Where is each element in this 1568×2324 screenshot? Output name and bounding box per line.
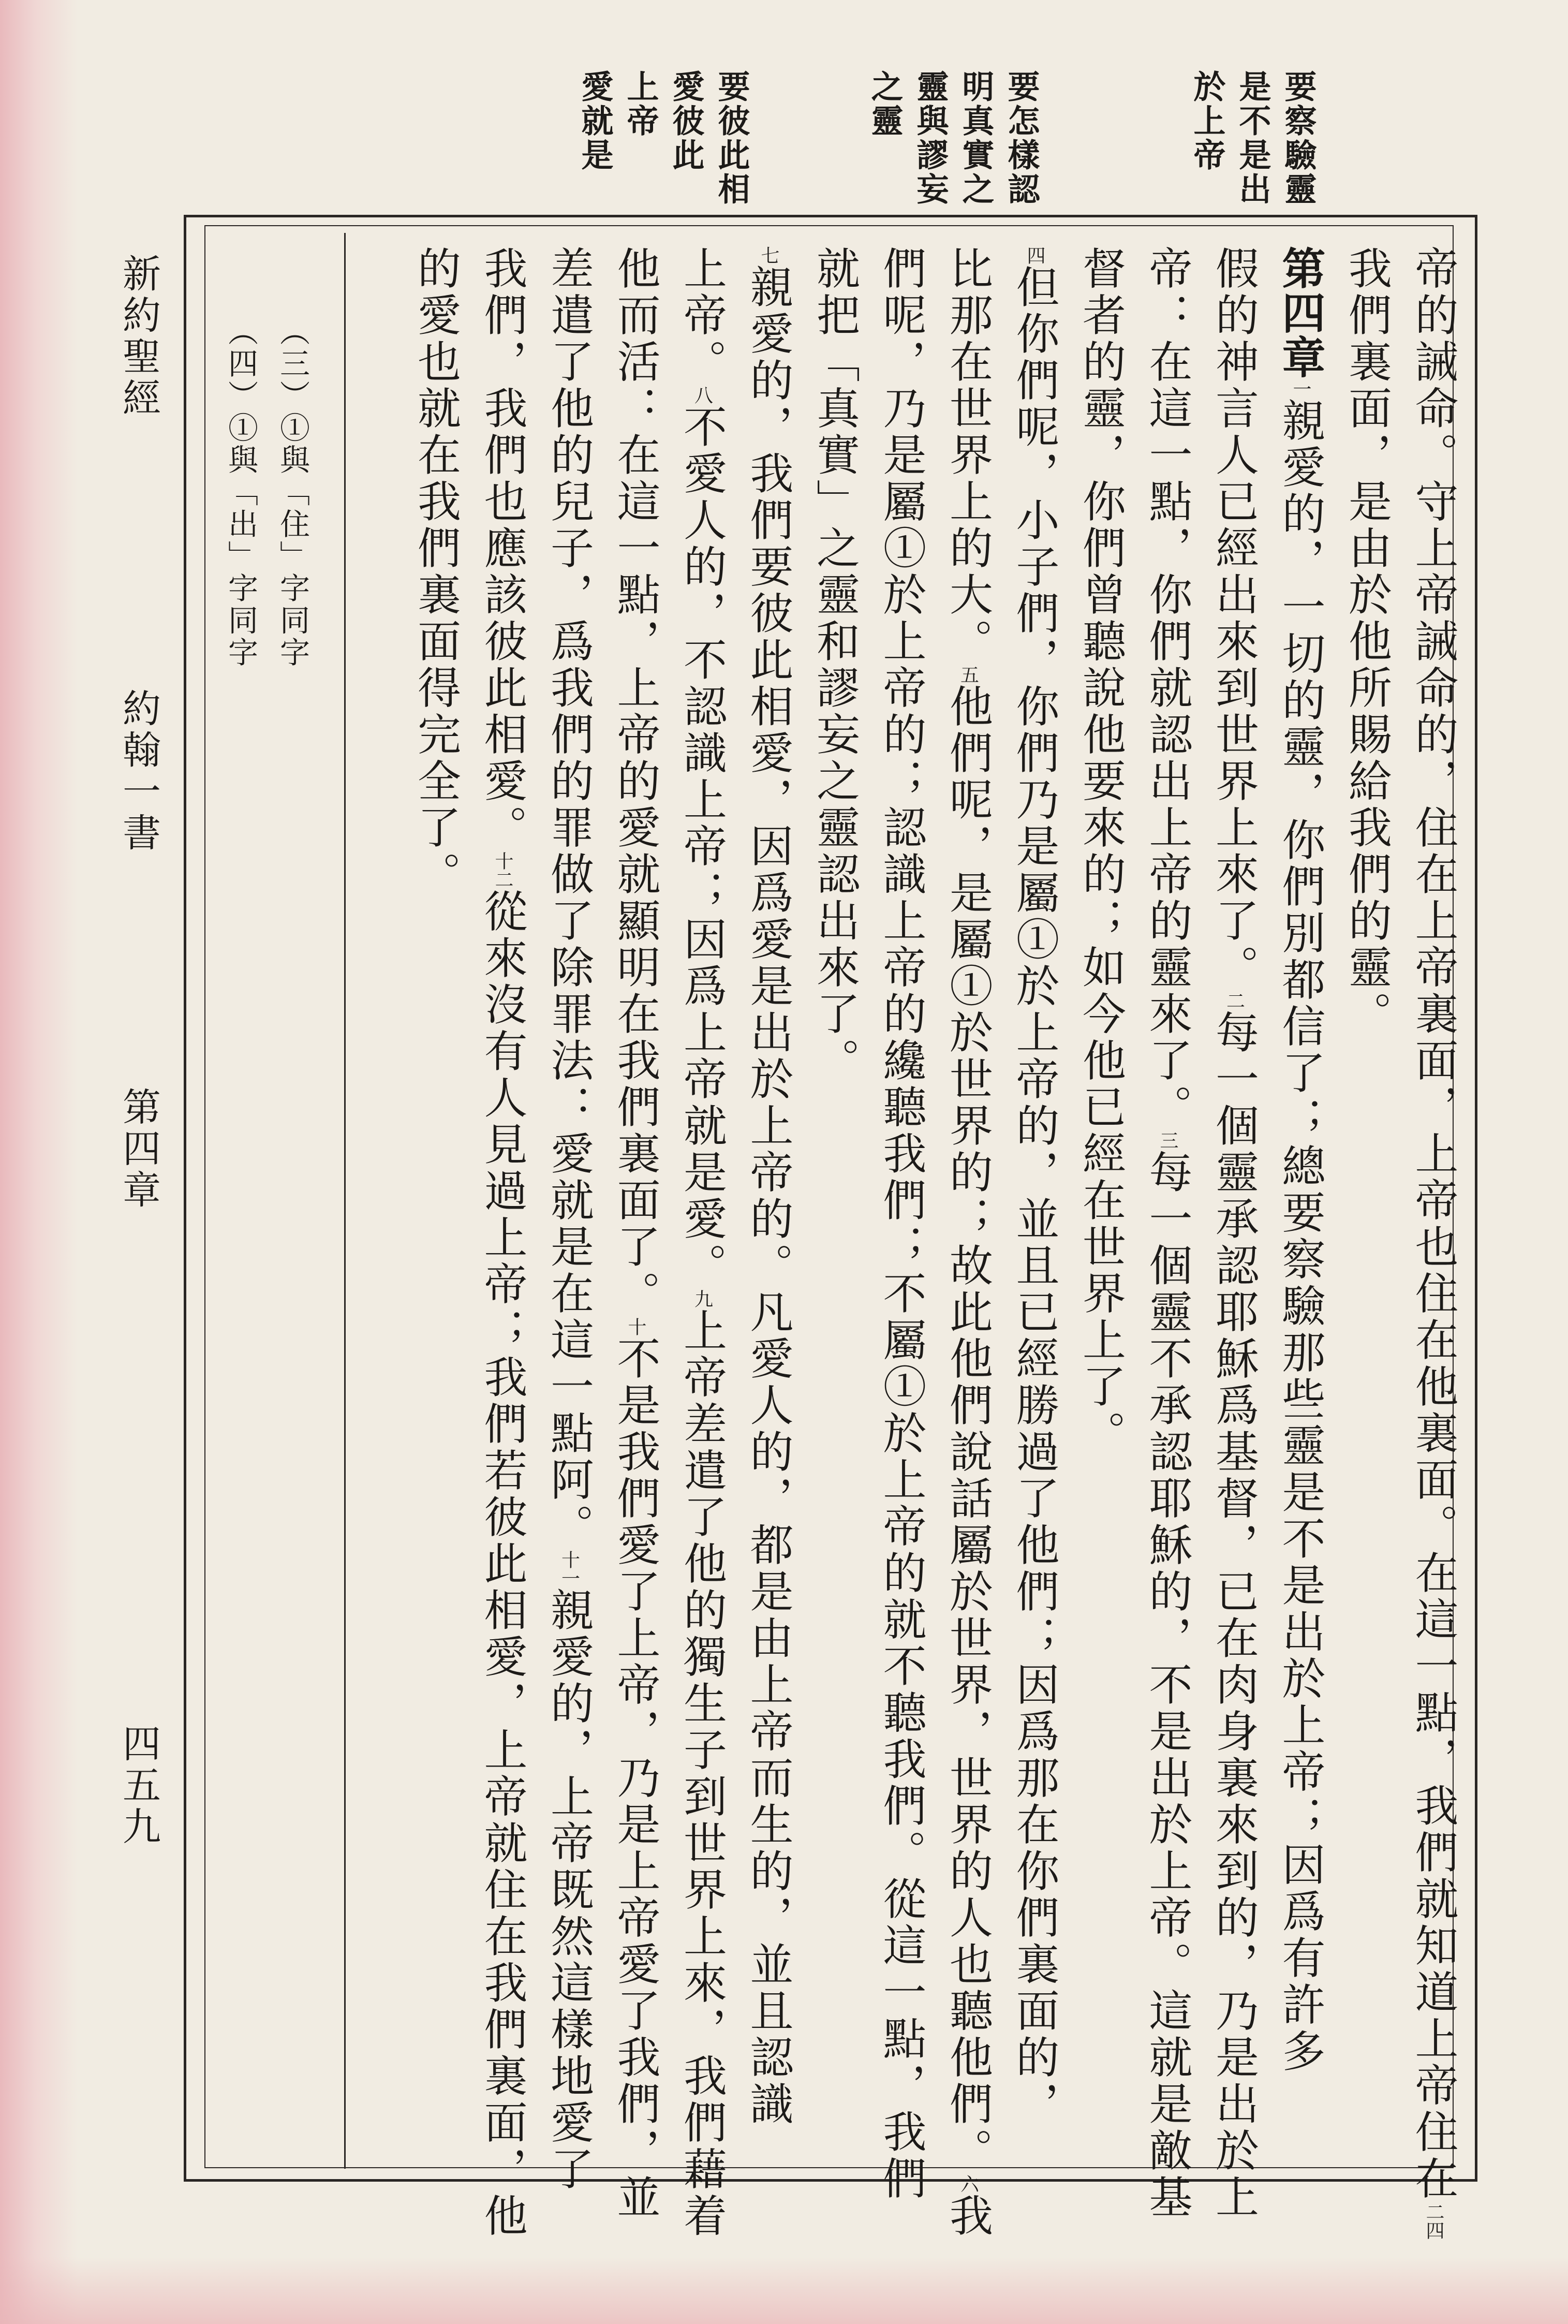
text-line <box>809 246 861 2130</box>
note-2-line-2: 明真實之 <box>957 70 995 207</box>
text-segment: 帝：在這一點，你們就認出上帝的靈來了。 <box>1142 246 1193 1131</box>
text-segment: 他們呢，是屬①於世界的；故此他們說話屬於世界，世界的人也聽他們。 <box>942 684 994 2174</box>
verse-number: 五 <box>957 665 979 684</box>
text-line <box>543 246 595 2193</box>
text-segment: 親愛的，我們要彼此相愛，因爲愛是出於上帝的。凡愛人的，都是由上帝而生的，並且認識 <box>743 264 794 2128</box>
note-1-line-1: 要察驗靈 <box>1279 70 1317 207</box>
text-segment: 們呢，乃是屬①於上帝的；認識上帝的纔聽我們；不屬①於上帝的就不聽我們。從這一點，我們 <box>876 246 927 2202</box>
text-segment: 上帝差遣了他的獨生子到世界上來，我們藉着 <box>676 1308 728 2240</box>
text-segment: 從來沒有人見過上帝；我們若彼此相愛，上帝就住在我們裏面，他 <box>477 889 528 2240</box>
text-segment: 親愛的，一切的靈，你們別都信了；總要察驗那些靈是不是出於上帝；因爲有許多 <box>1275 398 1326 2075</box>
text-line <box>942 246 994 2240</box>
text-line <box>477 246 528 2240</box>
text-segment: 假的神言人已經出來到世界上來了。 <box>1208 246 1260 991</box>
note-3-line-2: 愛彼此 <box>667 70 705 172</box>
footnote-3: （三）①與「住」字同字 <box>275 316 310 669</box>
note-1-line-3: 於上帝 <box>1188 70 1226 172</box>
verse-number: 八 <box>691 386 713 404</box>
text-segment: 但你們呢，小子們，你們乃是屬①於上帝的，並且已經勝過了他們；因爲那在你們裏面的， <box>1009 264 1060 2128</box>
text-segment: 就把「真實」之靈和謬妄之靈認出來了。 <box>809 246 861 1084</box>
note-2-line-4: 之靈 <box>866 70 904 138</box>
text-segment: 不愛人的，不認識上帝；因爲上帝就是愛。 <box>676 404 728 1289</box>
text-line <box>676 246 728 2240</box>
text-line <box>410 246 462 2130</box>
verse-number: 十一 <box>558 1550 580 1587</box>
footnote-divider <box>344 233 346 2169</box>
text-line <box>876 246 927 2202</box>
verse-number: 七 <box>758 246 779 264</box>
footnote-4: （四）①與「出」字同字 <box>223 316 258 669</box>
text-segment: 他而活：在這一點，上帝的愛就顯明在我們裏面了。 <box>610 246 661 1317</box>
note-3-line-3: 上帝 <box>622 70 659 138</box>
verse-number: 九 <box>691 1289 713 1308</box>
header-book-title: 新約聖經 <box>116 254 161 419</box>
text-line <box>1142 246 1193 2221</box>
header-epistle: 約翰一書 <box>116 688 161 854</box>
text-segment: 我們，我們也應該彼此相愛。 <box>477 246 528 851</box>
text-line <box>1075 246 1127 2130</box>
verse-number: 六 <box>957 2174 979 2193</box>
text-segment: 比那在世界上的大。 <box>942 246 994 665</box>
page-stain-left <box>0 0 78 2324</box>
header-page-number: 四五九 <box>116 1724 161 1848</box>
note-3-line-4: 愛就是 <box>576 70 614 172</box>
text-line <box>743 246 794 2130</box>
verse-number: 十二 <box>492 851 513 889</box>
text-line <box>1208 246 1260 2221</box>
text-segment: 差遣了他的兒子，爲我們的罪做了除罪法：愛就是在這一點阿。 <box>543 246 595 1550</box>
verse-number: 四 <box>1024 246 1045 264</box>
note-1-line-2: 是不是出 <box>1234 70 1271 207</box>
text-segment: 督者的靈，你們曾聽說他要來的；如今他已經在世界上了。 <box>1075 246 1127 1457</box>
verse-number: 一 <box>1290 379 1311 398</box>
text-line <box>1341 246 1393 2130</box>
note-3-line-1: 要彼此相 <box>713 70 750 207</box>
text-segment: 每一個靈不承認耶穌的，不是出於上帝。這就是敵基 <box>1142 1150 1193 2221</box>
chapter-heading: 第四章 <box>1275 246 1326 379</box>
text-segment: 每一個靈承認耶穌爲基督，已在肉身裏來到的，乃是出於上 <box>1208 1010 1260 2221</box>
text-segment: 不是我們愛了上帝，乃是上帝愛了我們，並 <box>610 1336 661 2221</box>
text-segment: 的愛也就在我們裏面得完全了。 <box>410 246 462 898</box>
page-stain-bottom <box>0 2257 1568 2324</box>
verse-number: 二 <box>1223 991 1245 1010</box>
header-chapter: 第四章 <box>116 1087 161 1211</box>
text-line <box>1275 246 1326 2130</box>
verse-number: 二四 <box>1423 2202 1444 2240</box>
text-segment: 我們裏面，是由於他所賜給我們的靈。 <box>1341 246 1393 1038</box>
text-segment: 我 <box>942 2193 994 2240</box>
verse-number: 十 <box>625 1317 646 1336</box>
note-2-line-1: 要怎樣認 <box>1002 70 1040 207</box>
verse-number: 三 <box>1157 1131 1178 1150</box>
text-line <box>610 246 661 2221</box>
text-line <box>1009 246 1060 2130</box>
text-segment: 上帝。 <box>676 246 728 386</box>
text-line <box>1408 246 1459 2240</box>
text-segment: 親愛的，上帝既然這樣地愛了 <box>543 1587 595 2193</box>
text-segment: 帝的誡命。守上帝誡命的，住在上帝裏面，上帝也住在他裏面。在這一點，我們就知道上帝住在 <box>1408 246 1459 2202</box>
note-2-line-3: 靈與謬妄 <box>911 70 949 207</box>
